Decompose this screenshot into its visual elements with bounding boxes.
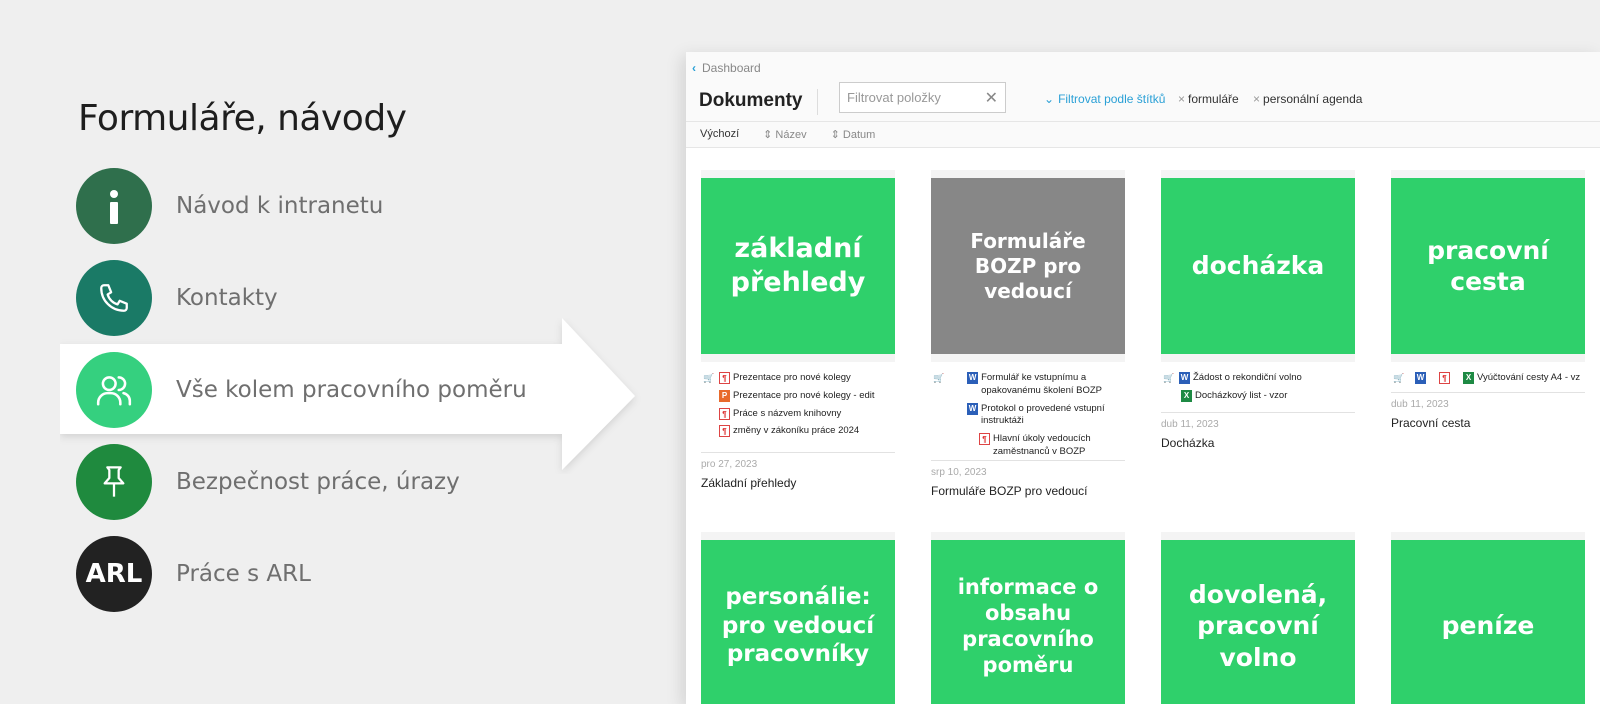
menu-label: Návod k intranetu [176,193,384,219]
file-item[interactable]: 🛒 ¶ Prezentace pro nové kolegy [703,372,851,383]
divider [686,121,1600,122]
menu-label: Práce s ARL [176,561,311,587]
breadcrumb[interactable]: ‹ Dashboard [692,61,761,75]
phone-icon [76,260,152,336]
pin-icon [76,444,152,520]
info-icon [76,168,152,244]
chevron-down-icon: ⌄ [1044,92,1055,106]
sort-default[interactable]: Výchozí [700,128,740,140]
file-list [1161,372,1355,408]
menu-item-pracovni-pomer[interactable] [76,352,527,428]
file-list [701,372,895,443]
users-icon [76,352,152,428]
pdf-icon: ¶ [979,433,990,445]
menu-label: Vše kolem pracovního poměru [176,377,527,403]
menu-item-navod[interactable] [76,168,383,244]
file-item[interactable]: ¶ změny v zákoníku práce 2024 [701,425,895,438]
menu-item-arl[interactable] [76,536,311,612]
card-meta [931,460,1125,498]
tag-chip[interactable]: × formuláře [1178,92,1239,106]
remove-tag-icon[interactable]: × [1253,92,1261,106]
card-name: Základní přehledy [701,476,797,490]
cart-icon: 🛒 [933,373,945,383]
arl-logo: ARL [76,536,152,612]
pdf-icon: ¶ [719,372,730,384]
card-thumbnail: peníze [1391,540,1585,704]
app-window [686,52,1600,704]
file-list [1391,372,1585,390]
file-item[interactable]: 🛒 W Žádost o rekondiční volno [1163,372,1302,383]
pdf-icon: ¶ [719,408,730,420]
menu-item-kontakty[interactable] [76,260,278,336]
ppt-icon: P [719,390,730,402]
card-thumbnail: docházka [1161,178,1355,354]
card-name: Formuláře BOZP pro vedoucí [931,484,1088,498]
cart-icon: 🛒 [1393,373,1405,383]
word-icon: W [968,373,977,382]
file-item[interactable]: P Prezentace pro nové kolegy - edit [701,390,895,403]
card-date: dub 11, 2023 [1161,419,1219,430]
word-icon: W [1416,373,1425,382]
menu-label: Kontakty [176,285,278,311]
card-meta [1391,392,1585,430]
divider [686,147,1600,148]
tag-chip[interactable]: × personální agenda [1253,92,1363,106]
pdf-icon: ¶ [719,425,730,437]
pdf-icon: ¶ [1439,372,1450,384]
remove-tag-icon[interactable]: × [1178,92,1186,106]
menu-label: Bezpečnost práce, úrazy [176,469,460,495]
file-item[interactable]: ¶ Práce s názvem knihovny [701,408,895,421]
cart-icon: 🛒 [703,373,715,383]
card-thumbnail: pracovní cesta [1391,178,1585,354]
cart-icon: 🛒 [1163,373,1175,383]
card-thumbnail: informace o obsahu pracovního poměru [931,540,1125,704]
card-thumbnail: Formuláře BOZP pro vedoucí [931,178,1125,354]
card-thumbnail: personálie: pro vedoucí pracovníky [701,540,895,704]
page-title: Formuláře, návody [78,98,407,139]
card-thumbnail: dovolená, pracovní volno [1161,540,1355,704]
clear-icon[interactable]: ✕ [984,89,998,107]
file-item[interactable]: 🛒 W Formulář ke vstupnímu a opakovanému školení BOZP [933,372,1103,396]
card-date: dub 11, 2023 [1391,399,1449,410]
card-date: pro 27, 2023 [701,459,758,470]
file-list [931,372,1125,464]
sort-bar [700,128,875,141]
tag-filter-toggle[interactable]: ⌄ Filtrovat podle štítků [1044,92,1166,106]
file-item[interactable]: 🛒 W ¶ X Vyúčtování cesty A4 - vz [1393,372,1581,383]
sort-date[interactable]: ⇕ Datum [830,129,876,141]
excel-icon: X [1181,390,1192,402]
documents-title: Dokumenty [699,90,803,111]
excel-icon: X [1463,372,1474,384]
file-item[interactable]: W Protokol o provedené vstupní instruktáži [968,402,1105,427]
word-icon: W [1180,373,1189,382]
file-item[interactable]: ¶ Hlavní úkoly vedoucích zaměstnanců v BOZP [931,433,1125,459]
card-name: Pracovní cesta [1391,416,1471,430]
menu-item-bezpecnost[interactable] [76,444,460,520]
chevron-left-icon: ‹ [692,61,696,75]
filter-field[interactable] [839,82,1006,113]
file-item[interactable]: X Docházkový list - vzor [1161,390,1355,403]
card-date: srp 10, 2023 [931,467,987,478]
divider [817,89,818,115]
card-meta [1161,412,1355,450]
card-thumbnail: základní přehledy [701,178,895,354]
word-icon: W [968,403,977,413]
sort-name[interactable]: ⇕ Název [763,129,807,141]
filter-input[interactable] [847,90,977,105]
card-name: Docházka [1161,436,1215,450]
card-meta [701,452,895,490]
